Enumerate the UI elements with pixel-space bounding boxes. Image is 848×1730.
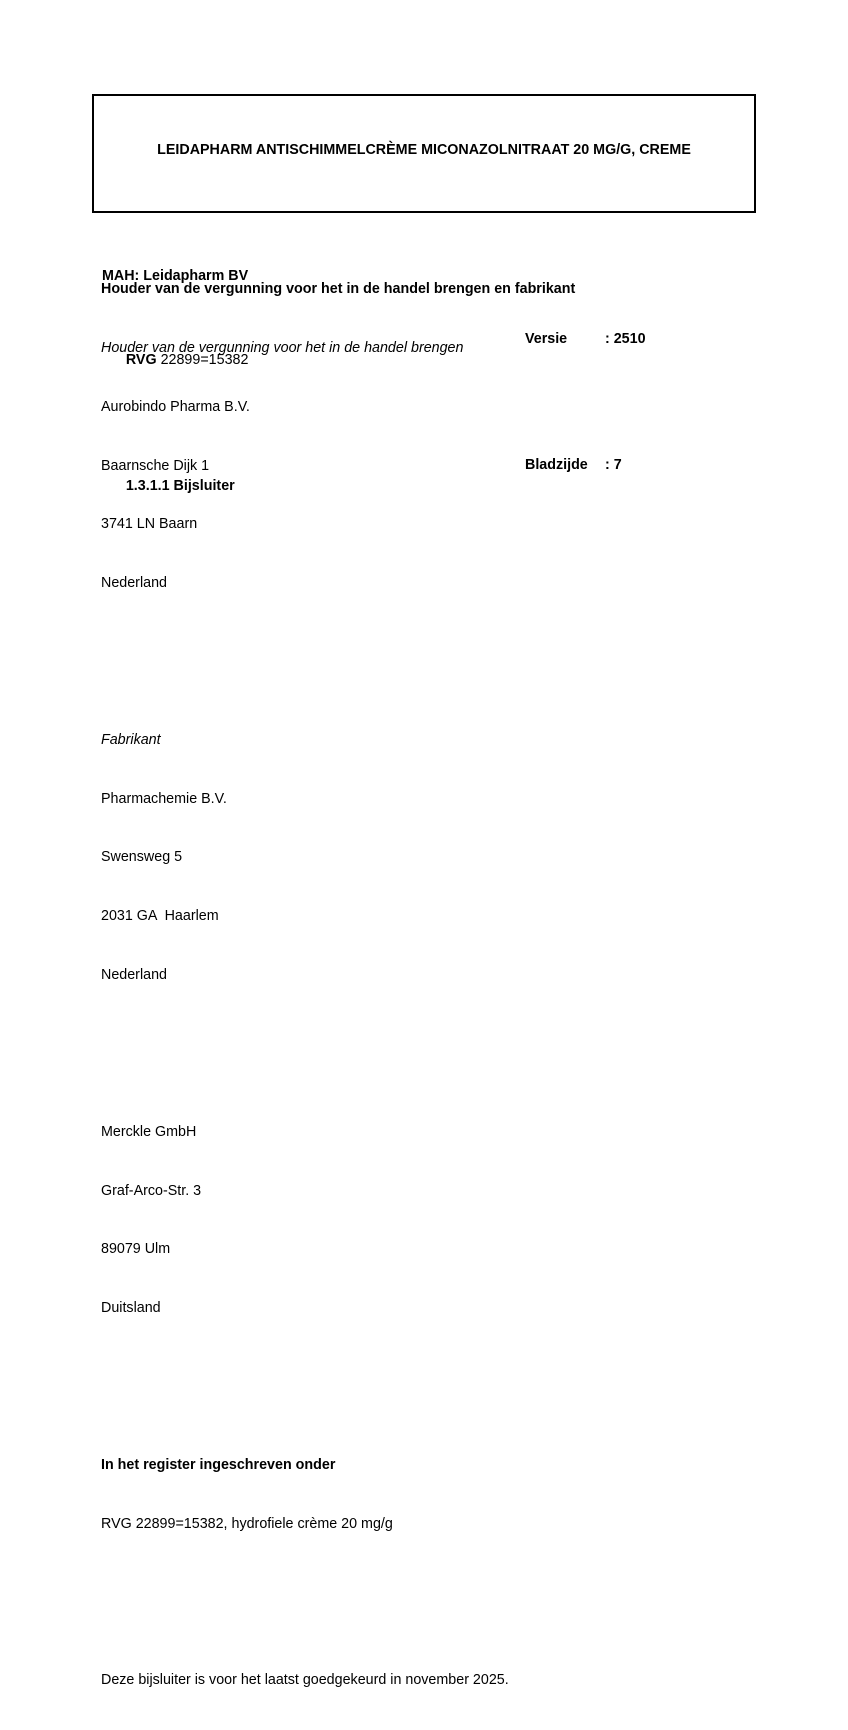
marketing-heading: Houder van de vergunning voor het in de handel brengen en fabrikant (101, 281, 576, 298)
holder-subheading: Houder van de vergunning voor het in de handel brengen (101, 339, 464, 356)
holder-address-line: 3741 LN Baarn (101, 516, 198, 533)
register-heading: In het register ingeschreven onder (101, 1456, 336, 1473)
rvg-number: 22899=15382 (160, 352, 249, 368)
approval-statement: Deze bijsluiter is voor het laatst goedgekeurd in november 2025. (101, 1672, 509, 1689)
manufacturer2-address-line: Graf-Arco-Str. 3 (101, 1182, 202, 1199)
manufacturer2-address-line: Merckle GmbH (101, 1123, 197, 1140)
header-spacer (102, 203, 746, 224)
document-body (101, 241, 721, 1730)
bladzijde-label: Bladzijde (525, 457, 588, 473)
paragraph-spacer (101, 1593, 721, 1613)
manufacturer1-address-line: Nederland (101, 966, 167, 983)
document-title: LEIDAPHARM ANTISCHIMMELCRÈME MICONAZOLNITRAAT 20 MG/G, CREME (157, 142, 691, 158)
versie-value: : 2510 (605, 331, 646, 347)
holder-address-line: Baarnsche Dijk 1 (101, 457, 210, 474)
holder-address-line: Nederland (101, 575, 167, 592)
register-entry: RVG 22899=15382, hydrofiele crème 20 mg/g (101, 1515, 393, 1532)
manufacturer2-address-line: Duitsland (101, 1300, 161, 1317)
doc-section-label: 1.3.1.1 Bijsluiter (125, 478, 235, 494)
rvg-label: RVG (125, 352, 157, 368)
bladzijde-value: : 7 (605, 457, 622, 473)
versie-label: Versie (525, 331, 568, 347)
holder-address-line: Aurobindo Pharma B.V. (101, 398, 250, 415)
paragraph-spacer (101, 1044, 721, 1064)
manufacturer2-address-line: 89079 Ulm (101, 1241, 171, 1258)
manufacturer1-address-line: Swensweg 5 (101, 849, 183, 866)
manufacturer-subheading: Fabrikant (101, 731, 161, 748)
mah-line: MAH: Leidapharm BV (102, 268, 249, 284)
paragraph-spacer (101, 1377, 721, 1397)
manufacturer1-address-line: Pharmachemie B.V. (101, 790, 227, 807)
paragraph-spacer (101, 652, 721, 672)
manufacturer1-address-line: 2031 GA Haarlem (101, 908, 219, 925)
